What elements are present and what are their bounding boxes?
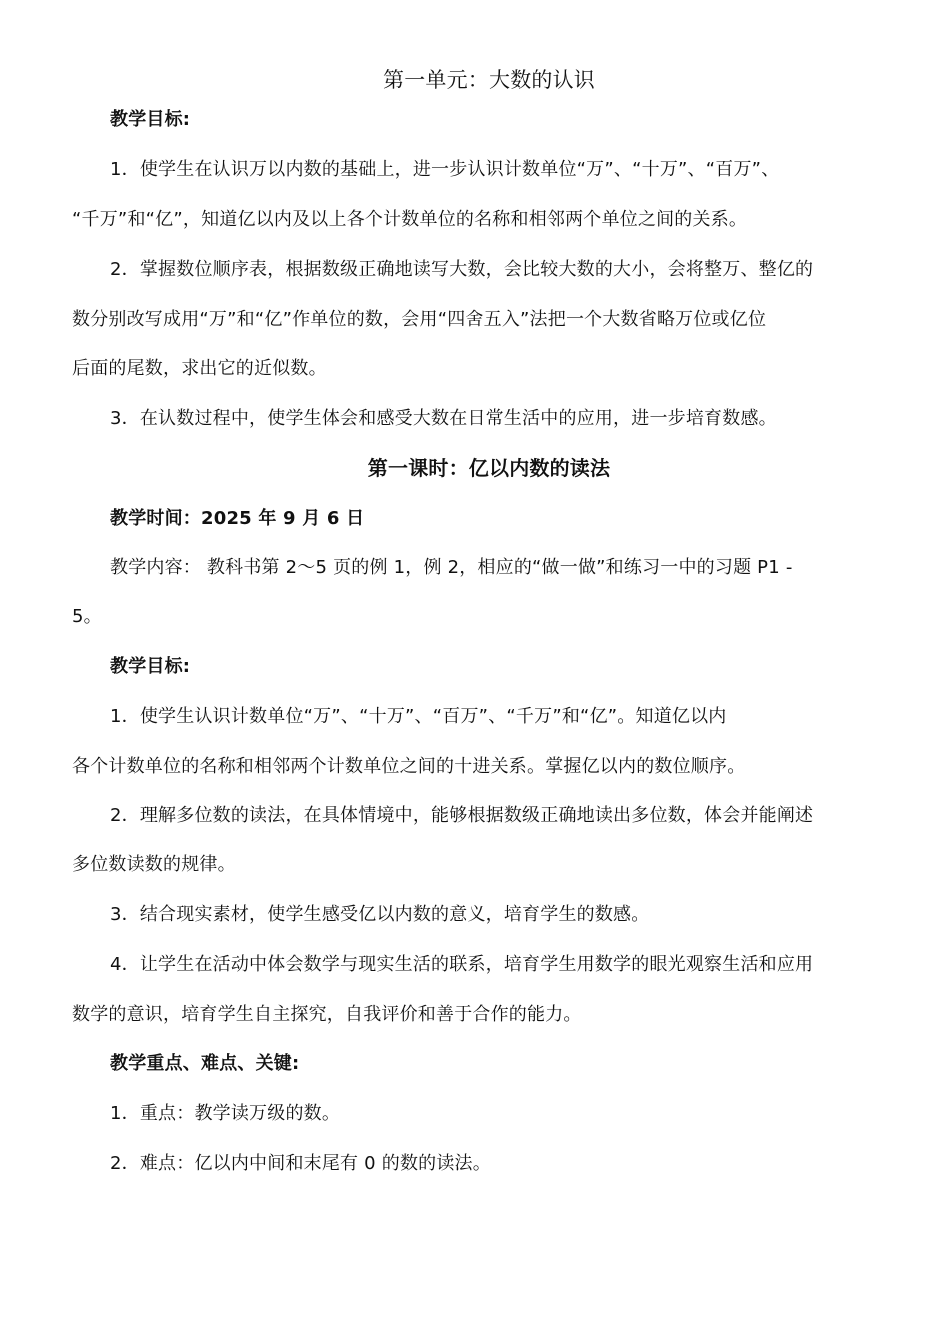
key-point-2: 2．难点：亿以内中间和末尾有 0 的数的读法。 [110, 1153, 491, 1174]
lesson-goal-4-line-2: 数学的意识，培育学生自主探究，自我评价和善于合作的能力。 [72, 1004, 582, 1025]
key-point-1: 1．重点：教学读万级的数。 [110, 1103, 341, 1124]
unit-goal-1-line-1: 1．使学生在认识万以内数的基础上，进一步认识计数单位“万”、“十万”、“百万”、 [110, 159, 780, 180]
unit-goal-1-line-2: “千万”和“亿”，知道亿以内及以上各个计数单位的名称和相邻两个单位之间的关系。 [72, 209, 748, 230]
lesson-content-line-1: 教学内容： 教科书第 2～5 页的例 1，例 2，相应的“做一做”和练习一中的习题 P1 - [110, 557, 793, 578]
lesson-goal-1-line-2: 各个计数单位的名称和相邻两个计数单位之间的十进关系。掌握亿以内的数位顺序。 [72, 756, 746, 777]
unit-goal-3-line-1: 3．在认数过程中，使学生体会和感受大数在日常生活中的应用，进一步培育数感。 [110, 408, 777, 429]
lesson-goal-4-line-1: 4．让学生在活动中体会数学与现实生活的联系，培育学生用数学的眼光观察生活和应用 [110, 954, 814, 975]
lesson-goal-2-line-2: 多位数读数的规律。 [72, 854, 236, 875]
key-points-heading: 教学重点、难点、关键: [110, 1053, 300, 1074]
unit-title: 第一单元：大数的认识 [383, 68, 595, 92]
lesson-goals-heading: 教学目标: [110, 656, 191, 677]
lesson-goal-1-line-1: 1．使学生认识计数单位“万”、“十万”、“百万”、“千万”和“亿”。知道亿以内 [110, 706, 727, 727]
unit-goal-2-line-1: 2．掌握数位顺序表，根据数级正确地读写大数，会比较大数的大小，会将整万、整亿的 [110, 259, 814, 280]
unit-goal-2-line-3: 后面的尾数，求出它的近似数。 [72, 358, 327, 379]
lesson-goal-2-line-1: 2．理解多位数的读法，在具体情境中，能够根据数级正确地读出多位数，体会并能阐述 [110, 805, 814, 826]
unit-goal-2-line-2: 数分别改写成用“万”和“亿”作单位的数，会用“四舍五入”法把一个大数省略万位或亿位 [72, 309, 767, 330]
unit-goals-heading: 教学目标: [110, 109, 191, 130]
lesson-time: 教学时间：2025 年 9 月 6 日 [110, 508, 365, 529]
lesson-title: 第一课时：亿以内数的读法 [367, 456, 611, 480]
lesson-content-line-2: 5。 [72, 606, 102, 627]
lesson-goal-3-line-1: 3．结合现实素材，使学生感受亿以内数的意义，培育学生的数感。 [110, 904, 650, 925]
